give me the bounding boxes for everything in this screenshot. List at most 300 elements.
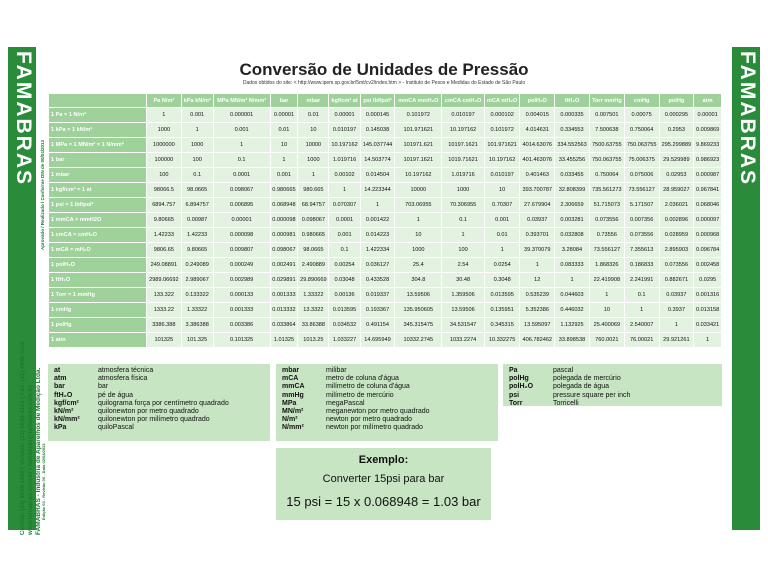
legend-item <box>54 392 264 400</box>
table-cell: 703.06955 <box>395 198 441 212</box>
table-cell: 51.715073 <box>590 198 624 212</box>
legend-description: milímetro de mercúrio <box>326 391 394 399</box>
table-cell: 2.895903 <box>660 243 694 257</box>
table-cell: 0.075006 <box>625 168 659 182</box>
table-cell: 0.010197 <box>329 123 359 137</box>
table-cell: 1000 <box>147 123 181 137</box>
legend-description: polegada de mercúrio <box>553 375 621 383</box>
table-cell: 133.322 <box>147 288 181 302</box>
table-cell: 101.971621 <box>395 123 441 137</box>
table-cell: 0.032808 <box>555 228 589 242</box>
table-body <box>49 108 721 347</box>
table-cell: 3.28084 <box>555 243 589 257</box>
legend-item <box>509 383 716 391</box>
table-cell: 735.561273 <box>590 183 624 197</box>
table-cell: 100000 <box>147 153 181 167</box>
table-cell: 29.890669 <box>298 273 328 287</box>
column-header: Pa N/m² <box>147 94 181 107</box>
table-row <box>49 213 721 227</box>
table-cell: 0.013158 <box>694 303 721 317</box>
column-header: mbar <box>298 94 328 107</box>
table-cell: 7.355613 <box>625 243 659 257</box>
legend-description: pressure square per inch <box>553 391 631 399</box>
table-cell: 0.013595 <box>485 288 520 302</box>
table-cell: 1 <box>298 168 328 182</box>
row-label: 1 kgf/cm² = 1 at <box>49 183 146 197</box>
table-cell: 0.000097 <box>694 213 721 227</box>
column-header: psi lbf/pol² <box>361 94 395 107</box>
row-label: 1 mbar <box>49 168 146 182</box>
table-cell: 7500.63755 <box>590 138 624 152</box>
table-cell: 0.02953 <box>660 168 694 182</box>
table-row <box>49 123 721 137</box>
table-cell: 1.868326 <box>590 258 624 272</box>
table-cell: 1000 <box>442 183 484 197</box>
table-cell: 1.01325 <box>271 333 298 347</box>
table-cell: 1 <box>395 213 441 227</box>
table-cell: 1 <box>442 228 484 242</box>
table-row <box>49 243 721 257</box>
legend-abbrev: N/mm² <box>282 424 304 432</box>
table-row <box>49 108 721 122</box>
table-cell: 9.80665 <box>147 213 181 227</box>
table-cell: 0.001422 <box>361 213 395 227</box>
table-cell: 10.197162 <box>442 123 484 137</box>
table-cell: 22.419908 <box>590 273 624 287</box>
table-cell: 1 <box>214 138 270 152</box>
table-cell: 10197.1621 <box>395 153 441 167</box>
column-header: Torr mmHg <box>590 94 624 107</box>
legend-description: newton por milímetro quadrado <box>326 424 423 432</box>
table-cell: 4014.63076 <box>520 138 554 152</box>
table-cell: 0.249089 <box>182 258 213 272</box>
legend-abbrev: psi <box>509 391 520 399</box>
table-cell: 0.0001 <box>214 168 270 182</box>
row-label: 1 psi = 1 lbf/pol² <box>49 198 146 212</box>
legend-abbrev: MN/m² <box>282 408 304 416</box>
table-cell: 0.000981 <box>271 228 298 242</box>
table-cell: 0.003281 <box>555 213 589 227</box>
table-cell: 0.73556 <box>590 228 624 242</box>
table-cell: 76.00021 <box>625 333 659 347</box>
table-cell: 73.556127 <box>590 243 624 257</box>
table-cell: 1 <box>590 288 624 302</box>
legend-abbrev: N/m² <box>282 416 298 424</box>
table-cell: 401.463076 <box>520 153 554 167</box>
table-cell: 145.037744 <box>361 138 395 152</box>
legend-abbrev: polH₂O <box>509 383 534 391</box>
row-label: 1 cmHg <box>49 303 146 317</box>
table-cell: 0.000145 <box>361 108 395 122</box>
page-subtitle: Dados obtidos do site: < http://www.ipem.sp.gov.br/5mt/cv2/index.htm > - Instituto de Pesos e Medidas do Estado de São Paulo <box>242 80 526 86</box>
example-box <box>276 448 491 520</box>
table-cell: 0.70307 <box>485 198 520 212</box>
table-cell: 1000 <box>395 243 441 257</box>
table-row <box>49 183 721 197</box>
table-cell: 6894.757 <box>147 198 181 212</box>
legend-description: quiloPascal <box>98 424 134 432</box>
table-cell: 14.503774 <box>361 153 395 167</box>
column-header: polHg <box>660 94 694 107</box>
table-cell: 0.01 <box>298 108 328 122</box>
table-row <box>49 198 721 212</box>
table-cell: 0.750064 <box>625 123 659 137</box>
table-cell: 0.029891 <box>271 273 298 287</box>
row-label: 1 polHg <box>49 318 146 332</box>
table-cell: 0.006895 <box>214 198 270 212</box>
legend-abbrev: mCA <box>282 375 299 383</box>
legend-item <box>509 392 716 400</box>
table-cell: 0.0295 <box>694 273 721 287</box>
table-cell: 0.001316 <box>694 288 721 302</box>
table-cell: 0.004015 <box>520 108 554 122</box>
table-cell: 0.034532 <box>329 318 359 332</box>
table-row <box>49 288 721 302</box>
table-cell: 0.135951 <box>485 303 520 317</box>
table-cell: 29.921261 <box>660 333 694 347</box>
table-cell: 101325 <box>147 333 181 347</box>
table-cell: 5.171507 <box>625 198 659 212</box>
table-cell: 0.009807 <box>214 243 270 257</box>
legend-item <box>54 383 264 391</box>
legend-description: milibar <box>326 367 347 374</box>
table-cell: 1 <box>329 183 359 197</box>
legend-description: pascal <box>553 367 574 374</box>
table-cell: 33.455256 <box>555 153 589 167</box>
table-cell: 0.1 <box>329 243 359 257</box>
table-cell: 750.063755 <box>590 153 624 167</box>
legend-item <box>282 375 492 383</box>
legend-item <box>54 400 264 408</box>
table-cell: 25.400069 <box>590 318 624 332</box>
table-cell: 13.595097 <box>520 318 554 332</box>
table-cell: 0.00001 <box>329 108 359 122</box>
table-cell: 0.000098 <box>271 213 298 227</box>
table-cell: 980.665 <box>298 183 328 197</box>
table-cell: 0.882671 <box>660 273 694 287</box>
table-row <box>49 168 721 182</box>
row-label: 1 Pa = 1 N/m² <box>49 108 146 122</box>
table-cell: 10.197162 <box>485 153 520 167</box>
column-header: cmHg <box>625 94 659 107</box>
table-cell: 0.001 <box>485 213 520 227</box>
table-cell: 73.556127 <box>625 183 659 197</box>
table-cell: 0.345315 <box>485 318 520 332</box>
legend-description: pé de água <box>98 391 134 399</box>
table-cell: 0.001 <box>271 168 298 182</box>
table-cell: 1013.25 <box>298 333 328 347</box>
legend-abbrev: ftH₂O <box>54 391 73 399</box>
table-cell: 10 <box>298 123 328 137</box>
table-cell: 0.00254 <box>329 258 359 272</box>
table-cell: 1 <box>625 303 659 317</box>
legend-description: bar <box>98 383 109 391</box>
legend-item <box>282 383 492 391</box>
legend-abbrev: mmCA <box>282 383 305 391</box>
legend-abbrev: polHg <box>509 375 529 383</box>
row-label: 1 MPa = 1 MN/m² = 1 N/mm² <box>49 138 146 152</box>
table-cell: 0.03048 <box>329 273 359 287</box>
table-cell: 0.000249 <box>214 258 270 272</box>
table-cell: 0.068948 <box>271 198 298 212</box>
table-cell: 9806.65 <box>147 243 181 257</box>
table-cell: 27.679904 <box>520 198 554 212</box>
table-cell: 28.959027 <box>660 183 694 197</box>
table-cell: 98066.5 <box>147 183 181 197</box>
table-cell: 0.3937 <box>660 303 694 317</box>
legend-abbrev: kgf/cm² <box>54 399 79 407</box>
table-cell: 2.540007 <box>625 318 659 332</box>
legend-left <box>48 364 270 441</box>
row-label: 1 Torr = 1 mmHg <box>49 288 146 302</box>
table-cell: 10 <box>590 303 624 317</box>
legend-item <box>509 400 716 408</box>
legend-description: quilonewton por milímetro quadrado <box>98 416 210 424</box>
column-header: kgf/cm² at <box>329 94 359 107</box>
table-cell: 33.86388 <box>298 318 328 332</box>
table-cell: 32.808399 <box>555 183 589 197</box>
table-cell: 0.009869 <box>694 123 721 137</box>
table-cell: 3386.388 <box>147 318 181 332</box>
legend-item <box>282 400 492 408</box>
table-cell: 0.01 <box>485 228 520 242</box>
table-cell: 0.002491 <box>271 258 298 272</box>
legend-abbrev: mmHg <box>282 391 304 399</box>
column-header: kPa kN/m² <box>182 94 213 107</box>
table-cell: 0.186833 <box>625 258 659 272</box>
column-header: MPa MN/m² N/mm² <box>214 94 270 107</box>
table-cell: 0.007356 <box>625 213 659 227</box>
legend-description: polegada de água <box>553 383 610 391</box>
legend-abbrev: mbar <box>282 367 300 374</box>
legend-description: atmosfera técnica <box>98 367 154 374</box>
table-cell: 10 <box>485 183 520 197</box>
table-cell: 1 <box>182 123 213 137</box>
table-cell: 1000000 <box>147 138 181 152</box>
table-cell: 1 <box>520 258 554 272</box>
example-line-2: 15 psi = 15 x 0.068948 = 1.03 bar <box>286 494 481 509</box>
header-corner <box>49 94 146 107</box>
table-cell: 1.33322 <box>298 288 328 302</box>
table-cell: 10197.1621 <box>442 138 484 152</box>
legend-item <box>509 375 716 383</box>
table-cell: 10332.2745 <box>395 333 441 347</box>
table-cell: 0.007501 <box>590 108 624 122</box>
table-cell: 0.036127 <box>361 258 395 272</box>
table-row <box>49 273 721 287</box>
table-cell: 0.000968 <box>694 228 721 242</box>
table-cell: 0.098067 <box>214 183 270 197</box>
table-cell: 0.0001 <box>329 213 359 227</box>
table-cell: 1.42233 <box>182 228 213 242</box>
column-header: mmCA mmH₂O <box>395 94 441 107</box>
table-cell: 4.014631 <box>520 123 554 137</box>
table-row <box>49 303 721 317</box>
legend-abbrev: at <box>54 367 61 374</box>
table-cell: 0.014504 <box>361 168 395 182</box>
table-cell: 0.491154 <box>361 318 395 332</box>
table-cell: 135.950605 <box>395 303 441 317</box>
table-cell: 13.59506 <box>395 288 441 302</box>
table-cell: 0.393701 <box>520 228 554 242</box>
legend-item <box>54 367 264 375</box>
table-cell: 0.098067 <box>271 243 298 257</box>
table-cell: 0.101972 <box>485 123 520 137</box>
table-cell: 334.552563 <box>555 138 589 152</box>
table-cell: 9.869233 <box>694 138 721 152</box>
table-cell: 0.001 <box>329 228 359 242</box>
legend-right <box>503 364 722 406</box>
table-cell: 0.033864 <box>271 318 298 332</box>
legend-item <box>509 367 716 375</box>
table-cell: 0.2953 <box>660 123 694 137</box>
column-header: cmCA cmH₂O <box>442 94 484 107</box>
legend-description: megaPascal <box>326 399 365 407</box>
table-cell: 1 <box>660 318 694 332</box>
legend-description: milímetro de coluna d'água <box>326 383 410 391</box>
row-label: 1 cmCA = cmH₂O <box>49 228 146 242</box>
table-cell: 0.986923 <box>694 153 721 167</box>
legend-description: Torricelli <box>553 399 579 407</box>
table-cell: 0.073556 <box>625 228 659 242</box>
table-cell: 2.989067 <box>182 273 213 287</box>
table-cell: 101.325 <box>182 333 213 347</box>
row-label: 1 ftH₂O <box>49 273 146 287</box>
row-label: 1 mmCA = mmH2O <box>49 213 146 227</box>
table-cell: 0.1 <box>182 168 213 182</box>
company-web: www.famabras.com.br / famabras@famabras.com.br <box>28 385 34 535</box>
table-cell: 1 <box>694 333 721 347</box>
legend-abbrev: atm <box>54 375 67 383</box>
table-cell: 0.01 <box>271 123 298 137</box>
table-cell: 3.386388 <box>182 318 213 332</box>
legend-item <box>282 392 492 400</box>
table-cell: 25.4 <box>395 258 441 272</box>
table-cell: 0.433528 <box>361 273 395 287</box>
table-cell: 0.033455 <box>555 168 589 182</box>
table-cell: 98.0665 <box>298 243 328 257</box>
table-cell: 0.068046 <box>694 198 721 212</box>
table-cell: 0.1 <box>214 153 270 167</box>
table-cell: 295.299889 <box>660 138 694 152</box>
legend-item <box>54 375 264 383</box>
legend-middle <box>276 364 498 441</box>
table-cell: 0.101325 <box>214 333 270 347</box>
legend-abbrev: kN/mm² <box>54 416 80 424</box>
legend-abbrev: MPa <box>282 399 297 407</box>
table-row <box>49 333 721 347</box>
table-cell: 1033.2274 <box>442 333 484 347</box>
table-cell: 2.54 <box>442 258 484 272</box>
table-cell: 1 <box>361 198 395 212</box>
table-cell: 0.001333 <box>214 303 270 317</box>
table-cell: 0.000987 <box>694 168 721 182</box>
legend-item <box>282 367 492 375</box>
table-cell: 29.529989 <box>660 153 694 167</box>
table-cell: 0.00136 <box>329 288 359 302</box>
table-cell: 0.00001 <box>271 108 298 122</box>
table-cell: 0.00001 <box>694 108 721 122</box>
table-cell: 30.48 <box>442 273 484 287</box>
table-cell: 0.014223 <box>361 228 395 242</box>
table-cell: 0.334553 <box>555 123 589 137</box>
table-cell: 0.00987 <box>182 213 213 227</box>
table-cell: 760.0021 <box>590 333 624 347</box>
table-cell: 1 <box>147 108 181 122</box>
column-header: polH₂O <box>520 94 554 107</box>
table-cell: 249.08891 <box>147 258 181 272</box>
table-cell: 33.898538 <box>555 333 589 347</box>
row-label: 1 atm <box>49 333 146 347</box>
table-cell: 0.002989 <box>214 273 270 287</box>
document-code: CP4 <box>22 539 38 566</box>
legend-item <box>54 424 264 432</box>
table-cell: 1000 <box>298 153 328 167</box>
table-cell: 101971.621 <box>395 138 441 152</box>
legend-description: meganewton por metro quadrado <box>326 408 430 416</box>
table-cell: 0.002458 <box>694 258 721 272</box>
right-brand-bar <box>732 47 760 530</box>
example-line-1: Converter 15psi para bar <box>322 473 445 485</box>
table-cell: 12 <box>520 273 554 287</box>
table-cell: 0.000102 <box>485 108 520 122</box>
legend-description: quilograma força por centímetro quadrado <box>98 399 229 407</box>
table-cell: 0.013595 <box>329 303 359 317</box>
table-cell: 10 <box>271 138 298 152</box>
table-cell: 0.00001 <box>214 213 270 227</box>
legend-item <box>54 416 264 424</box>
table-row <box>49 153 721 167</box>
table-cell: 0.010197 <box>485 168 520 182</box>
table-cell: 406.782462 <box>520 333 554 347</box>
table-cell: 100 <box>442 243 484 257</box>
legend-item <box>282 408 492 416</box>
table-cell: 0.002896 <box>660 213 694 227</box>
table-cell: 10000 <box>395 183 441 197</box>
table-cell: 10 <box>395 228 441 242</box>
table-row <box>49 138 721 152</box>
table-cell: 0.980665 <box>271 183 298 197</box>
table-cell: 98.0665 <box>182 183 213 197</box>
table-cell: 100 <box>182 153 213 167</box>
column-header: atm <box>694 94 721 107</box>
legend-item <box>282 424 492 432</box>
table-cell: 101.971621 <box>485 138 520 152</box>
table-cell: 393.700787 <box>520 183 554 197</box>
table-cell: 10.197162 <box>395 168 441 182</box>
table-cell: 1.42233 <box>147 228 181 242</box>
legend-description: metro de coluna d'água <box>326 375 399 383</box>
conversion-table <box>48 93 722 348</box>
table-cell: 0.019337 <box>361 288 395 302</box>
table-cell: 0.000133 <box>214 288 270 302</box>
table-cell: 0.980665 <box>298 228 328 242</box>
row-label: 1 mCA = mH₂O <box>49 243 146 257</box>
legend-abbrev: Pa <box>509 367 518 374</box>
table-cell: 9.80665 <box>182 243 213 257</box>
table-cell: 0.096784 <box>694 243 721 257</box>
table-cell: 0.401463 <box>520 168 554 182</box>
legend-abbrev: kPa <box>54 424 67 432</box>
row-label: 1 kPa = 1 kN/m² <box>49 123 146 137</box>
table-cell: 75.006375 <box>625 153 659 167</box>
table-cell: 0.535239 <box>520 288 554 302</box>
table-cell: 6.894757 <box>182 198 213 212</box>
table-cell: 0.446032 <box>555 303 589 317</box>
table-cell: 1 <box>555 273 589 287</box>
page-title: Conversão de Unidades de Pressão <box>239 60 529 79</box>
table-cell: 7.500638 <box>590 123 624 137</box>
